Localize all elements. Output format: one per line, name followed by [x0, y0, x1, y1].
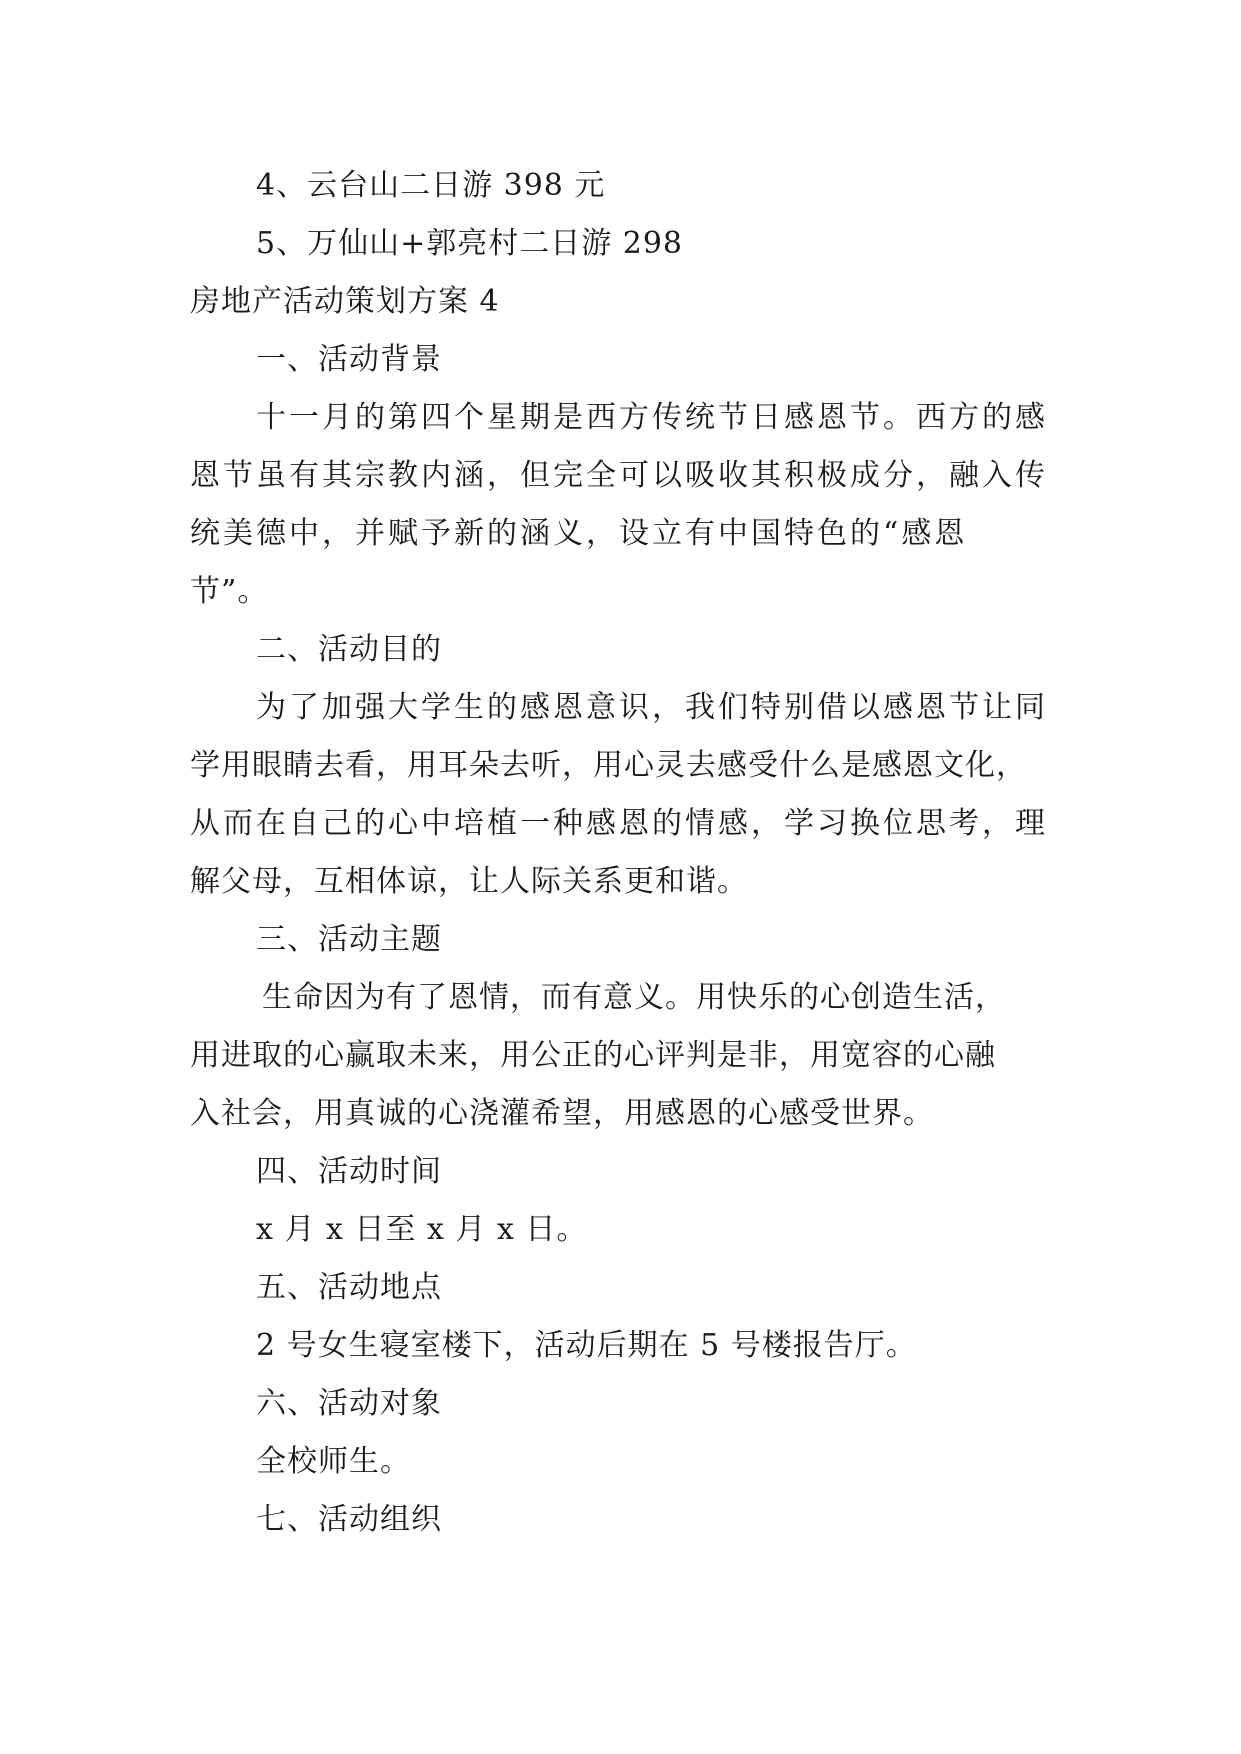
paragraph-line: 恩节虽有其宗教内涵，但完全可以吸收其积极成分，融入传 — [190, 458, 1048, 493]
paragraph-line: 学用眼睛去看，用耳朵去听，用心灵去感受什么是感恩文化， — [190, 748, 1027, 783]
paragraph-line: 从而在自己的心中培植一种感恩的情感，学习换位思考，理 — [190, 806, 1048, 841]
paragraph-line: 2 号女生寝室楼下，活动后期在 5 号楼报告厅。 — [256, 1328, 917, 1363]
paragraph-line: 十一月的第四个星期是西方传统节日感恩节。西方的感 — [256, 400, 1048, 435]
list-item-trip-5: 5、万仙山+郭亮村二日游 298 — [256, 226, 684, 261]
heading-theme: 三、活动主题 — [256, 922, 442, 957]
heading-location: 五、活动地点 — [256, 1270, 442, 1305]
paragraph-line: 全校师生。 — [256, 1444, 411, 1479]
paragraph-line: 为了加强大学生的感恩意识，我们特别借以感恩节让同 — [256, 690, 1048, 725]
list-item-trip-4: 4、云台山二日游 398 元 — [256, 168, 606, 203]
heading-audience: 六、活动对象 — [256, 1386, 442, 1421]
heading-background: 一、活动背景 — [256, 342, 442, 377]
section-title: 房地产活动策划方案 4 — [190, 284, 500, 319]
paragraph-line: 统美德中，并赋予新的涵义，设立有中国特色的“感恩 — [190, 516, 968, 551]
heading-organization: 七、活动组织 — [256, 1502, 442, 1537]
paragraph-line: x 月 x 日至 x 月 x 日。 — [256, 1212, 588, 1247]
paragraph-line: 用进取的心赢取未来，用公正的心评判是非，用宽容的心融 — [190, 1038, 996, 1073]
paragraph-line: 生命因为有了恩情，而有意义。用快乐的心创造生活， — [262, 980, 1006, 1015]
paragraph-line: 解父母，互相体谅，让人际关系更和谐。 — [190, 864, 748, 899]
paragraph-line: 入社会，用真诚的心浇灌希望，用感恩的心感受世界。 — [190, 1096, 934, 1131]
heading-time: 四、活动时间 — [256, 1154, 442, 1189]
heading-purpose: 二、活动目的 — [256, 632, 442, 667]
paragraph-line: 节”。 — [190, 574, 269, 609]
